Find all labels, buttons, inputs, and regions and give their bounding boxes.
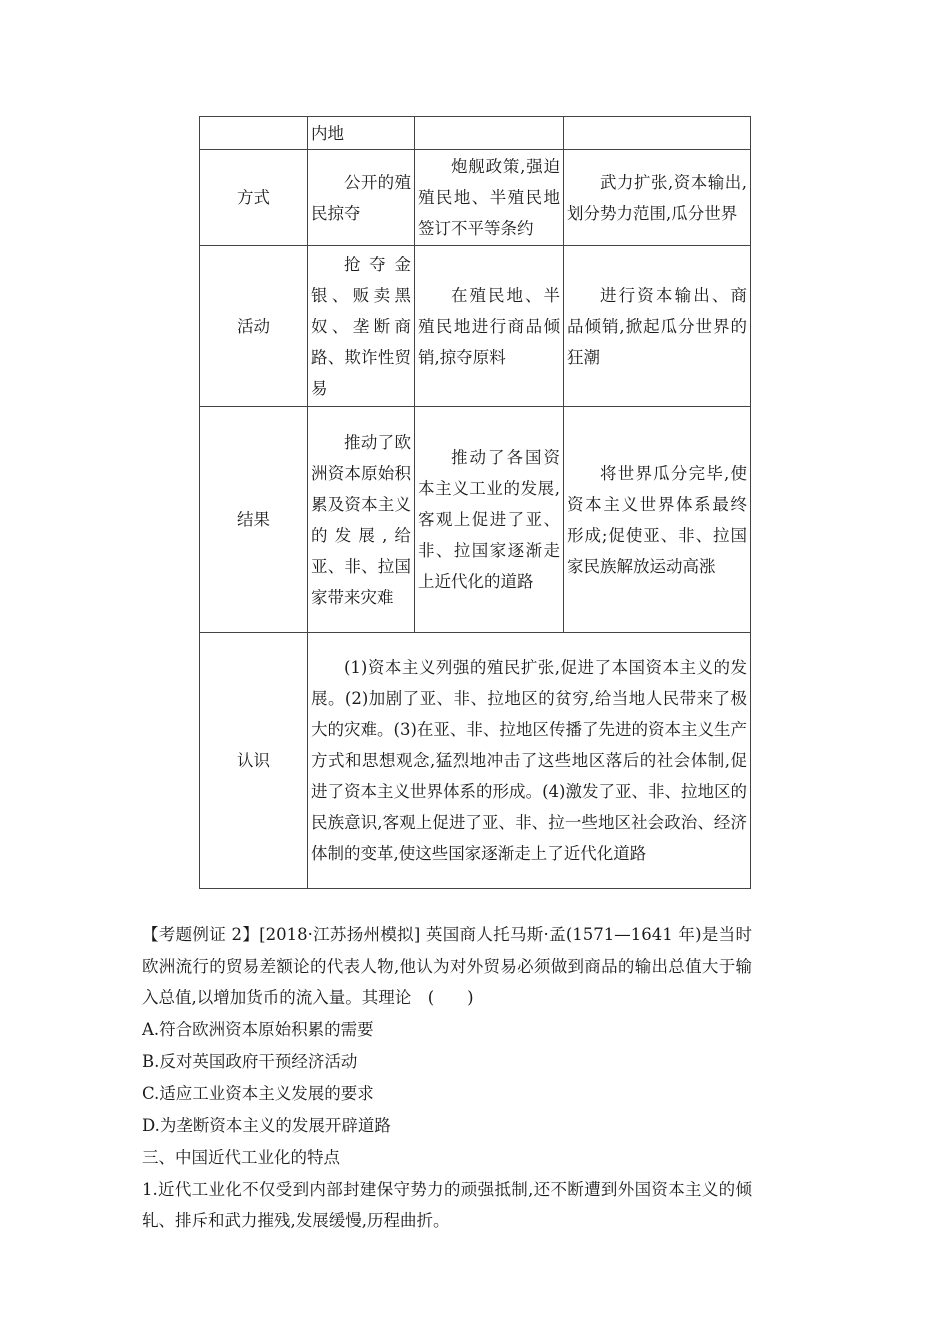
example-source: [2018·江苏扬州模拟]: [259, 925, 421, 944]
example-block: [142, 919, 752, 1237]
table-row: [200, 246, 751, 407]
row-label: 活动: [200, 246, 308, 407]
merged-cell: (1)资本主义列强的殖民扩张,促进了本国资本主义的发展。(2)加剧了亚、非、拉地区的贫穷,给当地人民带来了极大的灾难。(3)在亚、非、拉地区传播了先进的资本主义生产方式和思想观念,猛烈地冲击了这些地区落后的社会体制,促进了资本主义世界体系的形成。(4)激发了亚、非、拉地区的民族意识,客观上促进了亚、非、拉一些地区社会政治、经济体制的变革,使这些国家逐渐走上了近代化道路: [308, 633, 751, 889]
table-cell: 内地: [308, 117, 415, 150]
table-cell: 将世界瓜分完毕,使资本主义世界体系最终形成;促使亚、非、拉国家民族解放运动高涨: [564, 407, 751, 633]
table-row: [200, 633, 751, 889]
example-tag: 【考题例证 2】: [142, 925, 260, 944]
table-row: [200, 407, 751, 633]
table-cell: [564, 117, 751, 150]
row-label: 结果: [200, 407, 308, 633]
option-c: C.适应工业资本主义发展的要求: [142, 1083, 374, 1103]
table-cell: 在殖民地、半殖民地进行商品倾销,掠夺原料: [415, 246, 564, 407]
section-point-1: 1.近代工业化不仅受到内部封建保守势力的顽强抵制,还不断遭到外国资本主义的倾轧、排斥和武力摧残,发展缓慢,历程曲折。: [142, 1179, 752, 1230]
table-cell: 武力扩张,资本输出,划分势力范围,瓜分世界: [564, 150, 751, 246]
example-question: [142, 919, 752, 1014]
row-label: [200, 117, 308, 150]
table-cell: 抢夺金银、贩卖黑奴、垄断商路、欺诈性贸易: [308, 246, 415, 407]
row-label: 认识: [200, 633, 308, 889]
table-cell: 炮舰政策,强迫殖民地、半殖民地签订不平等条约: [415, 150, 564, 246]
option-d: D.为垄断资本主义的发展开辟道路: [142, 1115, 391, 1135]
table-cell: [415, 117, 564, 150]
table-row: [200, 117, 751, 150]
section-heading: 三、中国近代工业化的特点: [142, 1147, 340, 1167]
option-a: A.符合欧洲资本原始积累的需要: [142, 1019, 374, 1039]
table-row: [200, 150, 751, 246]
example-question-text: 英国商人托马斯·孟(1571—1641 年)是当时欧洲流行的贸易差额论的代表人物,他认为对外贸易必须做到商品的输出总值大于输入总值,以增加货币的流入量。其理论 ( ): [142, 925, 752, 1007]
table-cell: 公开的殖民掠夺: [308, 150, 415, 246]
table-cell: 推动了各国资本主义工业的发展,客观上促进了亚、非、拉国家逐渐走上近代化的道路: [415, 407, 564, 633]
comparison-table: [199, 116, 751, 889]
row-label: 方式: [200, 150, 308, 246]
option-b: B.反对英国政府干预经济活动: [142, 1051, 358, 1071]
table-cell: 进行资本输出、商品倾销,掀起瓜分世界的狂潮: [564, 246, 751, 407]
table-cell: 推动了欧洲资本原始积累及资本主义的发展,给亚、非、拉国家带来灾难: [308, 407, 415, 633]
